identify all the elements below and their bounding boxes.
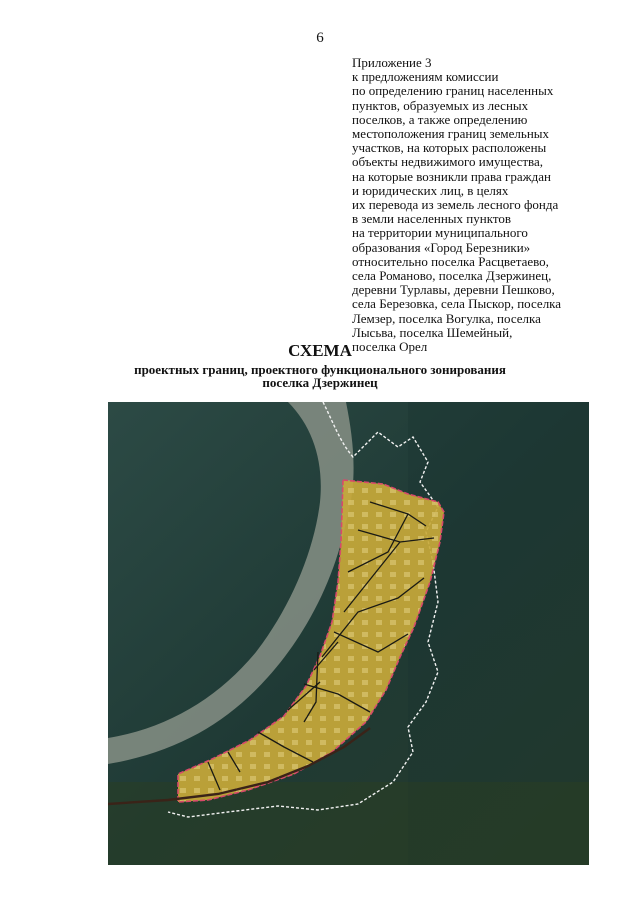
appendix-line: Лысьва, поселка Шемейный, (352, 324, 513, 340)
scheme-title: СХЕМА (288, 341, 352, 360)
appendix-line: по определению границ населенных (352, 83, 554, 99)
scheme-subtitle (0, 363, 640, 389)
settlement-map (108, 402, 589, 865)
appendix-line: образования «Город Березники» (352, 239, 531, 255)
appendix-line: села Березовка, села Пыскор, поселка (352, 296, 562, 312)
appendix-line: к предложениям комиссии (352, 69, 499, 85)
appendix-caption (352, 56, 632, 354)
appendix-line: и юридических лиц, в целях (352, 182, 509, 198)
appendix-line: поселков, а также определению (352, 111, 528, 127)
appendix-line: местоположения границ земельных (352, 126, 550, 142)
map-svg (108, 402, 589, 865)
scheme-subtitle-line: поселка Дзержинец (262, 375, 378, 390)
appendix-line: в земли населенных пунктов (352, 211, 512, 227)
appendix-line: деревни Турлавы, деревни Пешково, (352, 282, 555, 298)
appendix-line: на которые возникли права граждан (352, 168, 551, 184)
appendix-line: относительно поселка Расцветаево, (352, 253, 549, 269)
appendix-line: села Романово, поселка Дзержинец, (352, 268, 552, 284)
appendix-line: участков, на которых расположены (352, 140, 547, 156)
appendix-line: их перевода из земель лесного фонда (352, 197, 559, 213)
appendix-line: Приложение 3 (352, 55, 432, 70)
appendix-line: Лемзер, поселка Вогулка, поселка (352, 310, 541, 326)
appendix-line: поселка Орел (352, 339, 428, 355)
page-number: 6 (316, 30, 324, 46)
scheme-subtitle-line: проектных границ, проектного функционального зонирования (134, 362, 506, 377)
appendix-line: пунктов, образуемых из лесных (352, 97, 529, 113)
appendix-line: объекты недвижимого имущества, (352, 154, 544, 170)
appendix-line: на территории муниципального (352, 225, 528, 241)
